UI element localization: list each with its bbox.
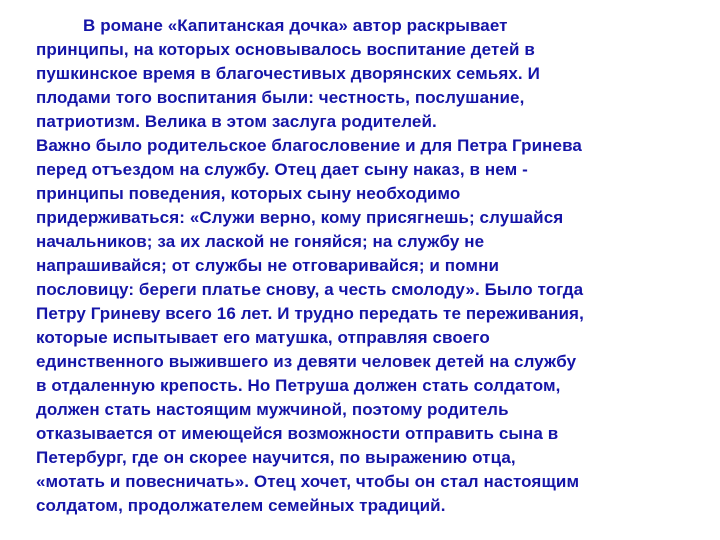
text-line: отказывается от имеющейся возможности отправить сына в bbox=[36, 424, 559, 443]
text-line: которые испытывает его матушка, отправляя своего bbox=[36, 328, 490, 347]
text-line: патриотизм. Велика в этом заслуга родителей. bbox=[36, 112, 437, 131]
text-line: принципы, на которых основывалось воспитание детей в bbox=[36, 40, 535, 59]
text-line: в отдаленную крепость. Но Петруша должен стать солдатом, bbox=[36, 376, 561, 395]
text-line: должен стать настоящим мужчиной, поэтому родитель bbox=[36, 400, 509, 419]
text-line: солдатом, продолжателем семейных традиций. bbox=[36, 496, 446, 515]
text-line: «мотать и повесничать». Отец хочет, чтобы он стал настоящим bbox=[36, 472, 580, 491]
text-line: принципы поведения, которых сыну необходимо bbox=[36, 184, 461, 203]
text-line: придерживаться: «Служи верно, кому присягнешь; слушайся bbox=[36, 208, 564, 227]
text-line: пушкинское время в благочестивых дворянских семьях. И bbox=[36, 64, 540, 83]
paragraph-1 bbox=[36, 14, 686, 134]
text-line: Важно было родительское благословение и для Петра Гринева bbox=[36, 136, 582, 155]
text-body bbox=[36, 14, 686, 518]
text-line: единственного выжившего из девяти человек детей на службу bbox=[36, 352, 577, 371]
text-line: Петербург, где он скорее научится, по выражению отца, bbox=[36, 448, 516, 467]
text-line: перед отъездом на службу. Отец дает сыну наказ, в нем - bbox=[36, 160, 528, 179]
text-line: пословицу: береги платье снову, а честь смолоду». Было тогда bbox=[36, 280, 584, 299]
text-line: В романе «Капитанская дочка» автор раскрывает bbox=[83, 16, 508, 35]
paragraph-2 bbox=[36, 134, 686, 518]
text-line: начальников; за их лаской не гоняйся; на службу не bbox=[36, 232, 485, 251]
text-line: плодами того воспитания были: честность, послушание, bbox=[36, 88, 525, 107]
text-line: напрашивайся; от службы не отговаривайся; и помни bbox=[36, 256, 500, 275]
text-line: Петру Гриневу всего 16 лет. И трудно передать те переживания, bbox=[36, 304, 584, 323]
